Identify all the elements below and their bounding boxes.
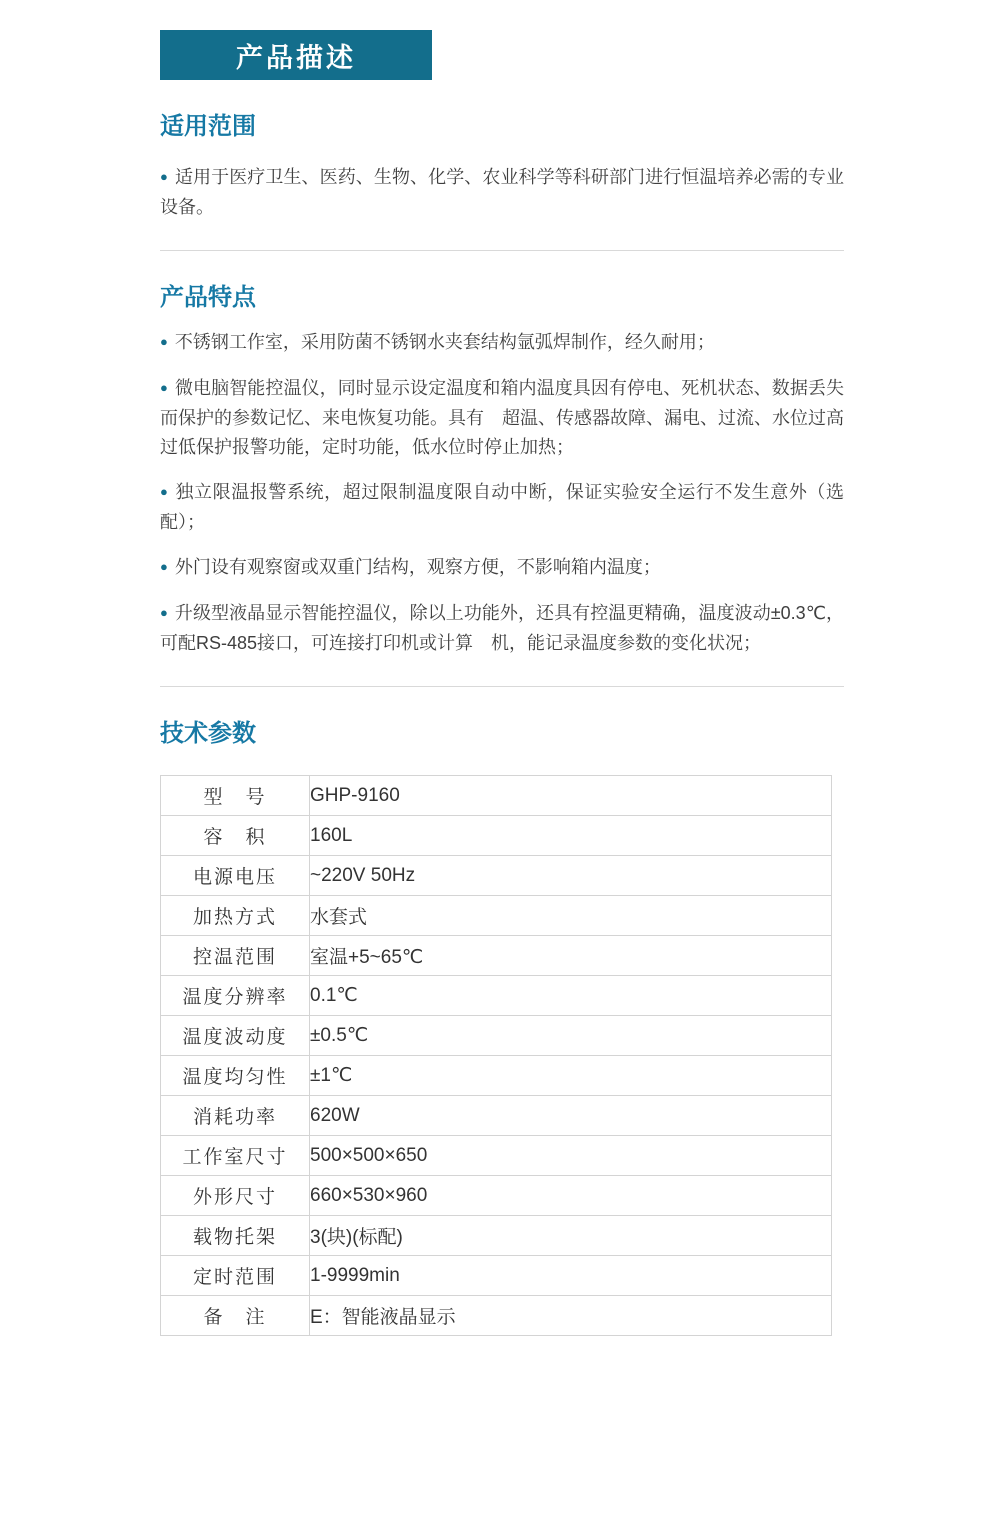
feature-text: 独立限温报警系统，超过限制温度限自动中断，保证实验安全运行不发生意外（选配）； xyxy=(160,482,845,532)
content-column xyxy=(160,30,844,1336)
spec-label-cell: 工作室尺寸 xyxy=(161,1136,310,1176)
scope-paragraph xyxy=(160,163,844,222)
spec-value-cell: 160L xyxy=(310,816,832,856)
bullet-icon: ● xyxy=(160,484,169,499)
spec-value-cell: 3(块)(标配) xyxy=(310,1216,832,1256)
spec-label-cell: 定时范围 xyxy=(161,1256,310,1296)
spec-row xyxy=(161,1136,832,1176)
banner-title: 产品描述 xyxy=(236,42,356,73)
spec-value-cell: 室温+5~65℃ xyxy=(310,936,832,976)
feature-item xyxy=(160,478,844,537)
spec-value-cell: 水套式 xyxy=(310,896,832,936)
spec-value-cell: 0.1℃ xyxy=(310,976,832,1016)
spec-label-cell: 温度分辨率 xyxy=(161,976,310,1016)
spec-label-cell: 外形尺寸 xyxy=(161,1176,310,1216)
spec-row xyxy=(161,896,832,936)
spec-row xyxy=(161,1176,832,1216)
spec-row xyxy=(161,1096,832,1136)
spec-row xyxy=(161,1056,832,1096)
section-banner xyxy=(160,30,432,80)
feature-item xyxy=(160,328,844,358)
spec-label-cell: 容 积 xyxy=(161,816,310,856)
spec-value-cell: 500×500×650 xyxy=(310,1136,832,1176)
specs-heading: 技术参数 xyxy=(160,720,256,747)
spec-value-cell: 1-9999min xyxy=(310,1256,832,1296)
spec-label-cell: 型 号 xyxy=(161,776,310,816)
spec-label-cell: 控温范围 xyxy=(161,936,310,976)
spec-label-cell: 备 注 xyxy=(161,1296,310,1336)
spec-label-cell: 温度波动度 xyxy=(161,1016,310,1056)
feature-text: 升级型液晶显示智能控温仪，除以上功能外，还具有控温更精确，温度波动±0.3℃，可配RS-485接口，可连接打印机或计算 机，能记录温度参数的变化状况； xyxy=(160,603,844,653)
spec-value-cell: ~220V 50Hz xyxy=(310,856,832,896)
spec-value-cell: ±1℃ xyxy=(310,1056,832,1096)
spec-value-cell: E：智能液晶显示 xyxy=(310,1296,832,1336)
bullet-icon: ● xyxy=(160,559,168,574)
bullet-icon: ● xyxy=(160,605,168,620)
section-divider xyxy=(160,250,844,251)
bullet-icon: ● xyxy=(160,169,168,184)
scope-heading: 适用范围 xyxy=(160,113,256,140)
feature-list xyxy=(160,328,844,658)
feature-text: 微电脑智能控温仪，同时显示设定温度和箱内温度具因有停电、死机状态、数据丢失而保护的参数记忆、来电恢复功能。具有 超温、传感器故障、漏电、过流、水位过高过低保护报警功能，定时功能，低水位时停止加热； xyxy=(160,378,844,457)
spec-row xyxy=(161,1216,832,1256)
scope-text: 适用于医疗卫生、医药、生物、化学、农业科学等科研部门进行恒温培养必需的专业设备。 xyxy=(160,167,844,217)
spec-label-cell: 温度均匀性 xyxy=(161,1056,310,1096)
spec-table xyxy=(160,775,832,1336)
section-divider xyxy=(160,686,844,687)
bullet-icon: ● xyxy=(160,380,168,395)
spec-label-cell: 载物托架 xyxy=(161,1216,310,1256)
feature-text: 不锈钢工作室，采用防菌不锈钢水夹套结构氩弧焊制作，经久耐用； xyxy=(174,332,715,352)
spec-label-cell: 电源电压 xyxy=(161,856,310,896)
feature-text: 外门设有观察窗或双重门结构，观察方便，不影响箱内温度； xyxy=(174,557,661,577)
spec-row xyxy=(161,856,832,896)
feature-item xyxy=(160,553,844,583)
spec-value-cell: GHP-9160 xyxy=(310,776,832,816)
feature-item xyxy=(160,374,844,462)
feature-item xyxy=(160,599,844,658)
spec-row xyxy=(161,1296,832,1336)
spec-row xyxy=(161,776,832,816)
spec-label-cell: 消耗功率 xyxy=(161,1096,310,1136)
spec-row xyxy=(161,816,832,856)
spec-row xyxy=(161,1256,832,1296)
features-heading: 产品特点 xyxy=(160,284,256,311)
spec-value-cell: ±0.5℃ xyxy=(310,1016,832,1056)
bullet-icon: ● xyxy=(160,334,168,349)
spec-label-cell: 加热方式 xyxy=(161,896,310,936)
spec-row xyxy=(161,1016,832,1056)
spec-value-cell: 660×530×960 xyxy=(310,1176,832,1216)
spec-row xyxy=(161,936,832,976)
spec-value-cell: 620W xyxy=(310,1096,832,1136)
spec-row xyxy=(161,976,832,1016)
